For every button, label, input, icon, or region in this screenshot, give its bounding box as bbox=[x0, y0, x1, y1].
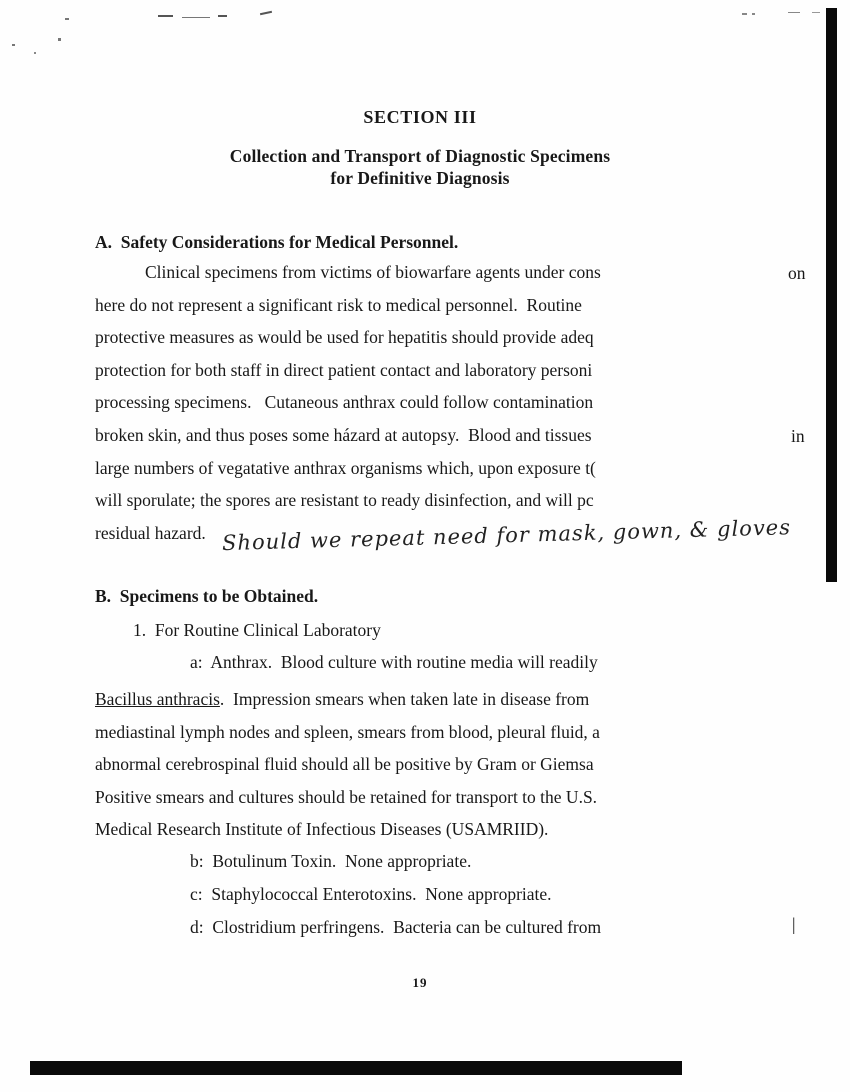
paragraph-line: processing specimens. Cutaneous anthrax could follow contamination bbox=[95, 392, 594, 413]
paragraph-line: will sporulate; the spores are resistant to ready disinfection, and will pc bbox=[95, 490, 594, 511]
scan-mark bbox=[742, 13, 747, 15]
scan-mark bbox=[812, 12, 820, 13]
heading-section-b: B. Specimens to be Obtained. bbox=[95, 586, 319, 606]
scan-mark bbox=[788, 12, 800, 13]
scan-mark bbox=[58, 38, 61, 41]
paragraph-line: mediastinal lymph nodes and spleen, smears from blood, pleural fluid, a bbox=[95, 721, 600, 742]
list-item-1: 1. For Routine Clinical Laboratory bbox=[133, 620, 381, 640]
scan-mark bbox=[34, 52, 36, 54]
page-number: 19 bbox=[412, 975, 428, 990]
scan-mark bbox=[158, 15, 173, 17]
paragraph-section-b bbox=[95, 683, 775, 846]
list-item-b: b: Botulinum Toxin. None appropriate. bbox=[190, 851, 472, 871]
scan-mark bbox=[65, 18, 69, 20]
paragraph-line bbox=[95, 683, 775, 716]
paragraph-line: broken skin, and thus poses some házard at autopsy. Blood and tissues bbox=[95, 424, 592, 445]
handwritten-annotation: Should we repeat need for mask, gown, & gloves bbox=[221, 515, 792, 556]
paragraph-line: abnormal cerebrospinal fluid should all be positive by Gram or Giemsa bbox=[95, 754, 594, 775]
list-item-d: d: Clostridium perfringens. Bacteria can be cultured from bbox=[190, 917, 602, 937]
paragraph-line: Positive smears and cultures should be retained for transport to the U.S. bbox=[95, 786, 598, 807]
scan-mark bbox=[12, 44, 15, 46]
scan-mark bbox=[752, 13, 755, 15]
margin-scan-mark: | bbox=[792, 914, 796, 934]
paragraph-line-remainder: . Impression smears when taken late in disease from bbox=[219, 689, 590, 709]
list-item-a: a: Anthrax. Blood culture with routine media will readily bbox=[190, 652, 598, 672]
margin-text-fragment: on bbox=[788, 263, 806, 283]
paragraph-line: protective measures as would be used for hepatitis should provide adeq bbox=[95, 327, 594, 348]
paragraph-line: protection for both staff in direct patient contact and laboratory personi bbox=[95, 359, 593, 380]
list-item-c: c: Staphylococcal Enterotoxins. None appropriate. bbox=[190, 884, 552, 904]
paragraph-section-a bbox=[95, 256, 775, 549]
paragraph-line: Medical Research Institute of Infectious Diseases (USAMRIID). bbox=[95, 819, 549, 840]
scan-mark bbox=[260, 11, 272, 15]
margin-text-fragment: in bbox=[791, 426, 805, 446]
document-subtitle-line2: for Definitive Diagnosis bbox=[330, 168, 510, 188]
scan-black-bar-bottom bbox=[30, 1061, 682, 1075]
paragraph-line: here do not represent a significant risk to medical personnel. Routine bbox=[95, 294, 582, 315]
underlined-species-name: Bacillus anthracis bbox=[95, 689, 220, 709]
paragraph-line: large numbers of vegatative anthrax organisms which, upon exposure t( bbox=[95, 457, 596, 478]
document-subtitle-line1: Collection and Transport of Diagnostic Specimens bbox=[229, 146, 611, 166]
scan-mark bbox=[182, 17, 210, 18]
section-title: SECTION III bbox=[363, 107, 477, 127]
paragraph-line: Clinical specimens from victims of biowarfare agents under cons bbox=[145, 262, 601, 282]
scan-black-bar-right bbox=[826, 8, 837, 582]
heading-section-a: A. Safety Considerations for Medical Personnel. bbox=[95, 232, 459, 252]
paragraph-line: residual hazard. bbox=[95, 522, 206, 543]
scan-mark bbox=[218, 15, 227, 17]
